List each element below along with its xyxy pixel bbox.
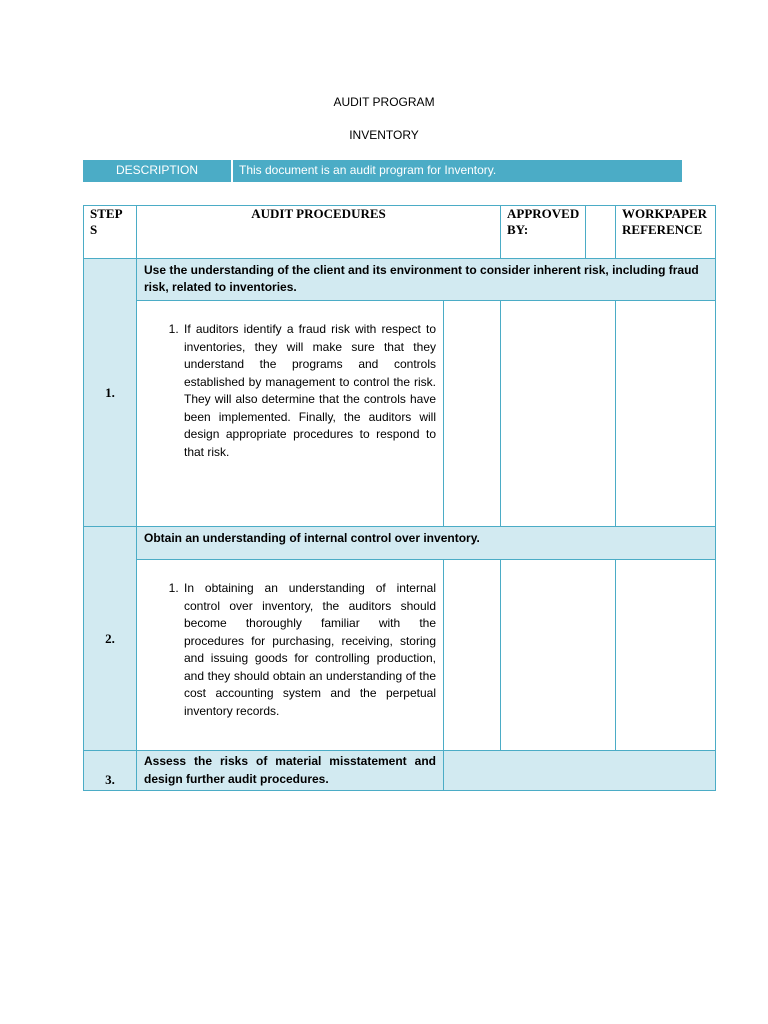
header-steps: STEP S xyxy=(84,206,137,259)
table-row xyxy=(84,751,716,791)
header-blank xyxy=(586,206,616,259)
description-label: DESCRIPTION xyxy=(83,160,233,182)
procedure-cell xyxy=(137,301,444,527)
procedure-cell xyxy=(137,560,444,751)
description-text: This document is an audit program for Inventory. xyxy=(239,163,497,177)
workpaper-reference-cell xyxy=(616,560,716,751)
table-header-row xyxy=(84,206,716,259)
procedure-item: 1. In obtaining an understanding of internal control over inventory, the auditors should become thoroughly familiar with the procedures for purchasing, receiving, storing and issuing goods for controlling production, and they should obtain an understanding of the cost accounting system and the perpetual inventory records. xyxy=(182,580,436,720)
table-row xyxy=(84,301,716,527)
audit-program-table xyxy=(83,205,716,791)
table-row xyxy=(84,560,716,751)
workpaper-reference-cell xyxy=(616,301,716,527)
header-approved-by: APPROVED BY: xyxy=(501,206,586,259)
table-row xyxy=(84,527,716,560)
header-workpaper-reference: WORKPAPER REFERENCE xyxy=(616,206,716,259)
table-row xyxy=(84,259,716,301)
step-objective-extension xyxy=(444,751,716,791)
step-objective: Obtain an understanding of internal control over inventory. xyxy=(137,527,716,560)
document-title: AUDIT PROGRAM xyxy=(333,95,435,109)
procedure-item: 1. If auditors identify a fraud risk with respect to inventories, they will make sure that they understand the programs and controls established by management to control the risk. They will also determine that the controls have been implemented. Finally, the auditors will design appropriate procedures to respond to that risk. xyxy=(182,321,436,461)
empty-cell xyxy=(444,301,501,527)
approved-by-cell xyxy=(501,560,616,751)
step-number: 3. xyxy=(84,751,137,791)
header-audit-procedures: AUDIT PROCEDURES xyxy=(137,206,501,259)
step-objective: Use the understanding of the client and its environment to consider inherent risk, including fraud risk, related to inventories. xyxy=(137,259,716,301)
description-bar xyxy=(83,160,682,182)
approved-by-cell xyxy=(501,301,616,527)
step-number: 1. xyxy=(84,259,137,527)
step-number: 2. xyxy=(84,527,137,751)
document-subtitle: INVENTORY xyxy=(349,128,419,142)
empty-cell xyxy=(444,560,501,751)
step-objective: Assess the risks of material misstatement and design further audit procedures. xyxy=(137,751,444,791)
